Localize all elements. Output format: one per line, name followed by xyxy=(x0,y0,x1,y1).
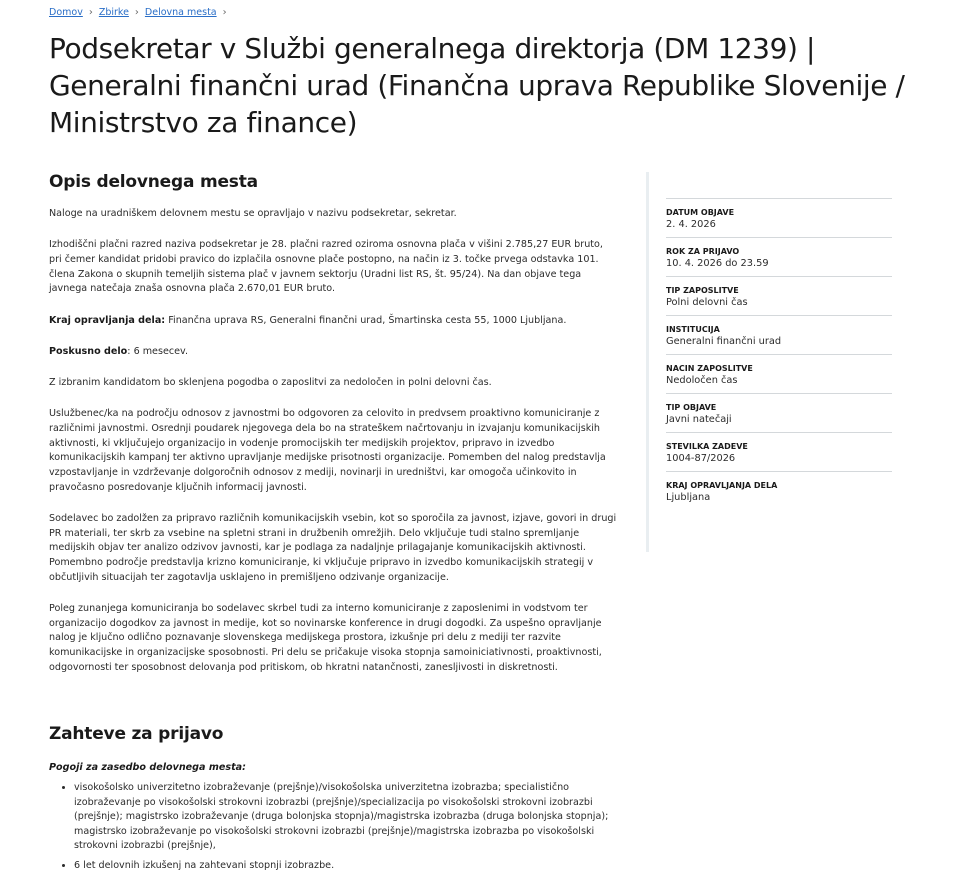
detail-work-location xyxy=(666,471,892,510)
job-description-section xyxy=(49,172,617,692)
description-paragraph: Uslužbenec/ka na področju odnosov z javnostmi bo odgovoren za celovito in predvsem proaktivno komuniciranje z različnimi javnostmi. Osrednji poudarek njegovega dela bo na strateškem načrtovanju in izvajanju komunikacijskih aktivnosti, ki vključujejo organizacijo in vodenje promocijskih ter medijskih projektov, pripravo in izvedbo komunikacijskih kampanj ter aktivno upravljanje medijske prisotnosti organizacije. Pomemben del nalog predstavlja vzpostavljanje in vzdrževanje dolgoročnih odnosov z mediji, novinarji in uredništvi, kar omogoča učinkovito in pravočasno posredovanje ključnih informacij javnosti. xyxy=(49,408,606,493)
detail-employment-type xyxy=(666,276,892,315)
detail-value: Javni natečaji xyxy=(666,414,732,425)
requirements-heading: Zahteve za prijavo xyxy=(49,724,224,744)
breadcrumb-link-domov[interactable]: Domov xyxy=(49,7,83,18)
breadcrumb-link-zbirke[interactable]: Zbirke xyxy=(98,7,129,18)
detail-label: STEVILKA ZADEVE xyxy=(666,442,748,451)
description-paragraph: Izhodiščni plačni razred naziva podsekretar je 28. plačni razred oziroma osnovna plača v višini 2.785,27 EUR bruto, pri čemer kandidat pridobi pravico do izplačila osnovne plače postopno, na način iz 3. točke prvega odstavka 101. člena Zakona o skupnih temeljih sistema plač v javnem sektorju (Uradni list RS, št. 95/24). Na dan objave tega javnega natečaja znaša osnovna plača 2.670,01 EUR bruto. xyxy=(49,239,603,295)
page-title: Podsekretar v Službi generalnega direktorja (DM 1239) | Generalni finančni urad (Finančna uprava Republike Slovenije / Ministrstvo za finance) xyxy=(49,32,905,139)
work-location-value: Finančna uprava RS, Generalni finančni urad, Šmartinska cesta 55, 1000 Ljubljana. xyxy=(165,314,567,326)
chevron-right-icon: › xyxy=(222,7,227,18)
detail-employment-mode xyxy=(666,354,892,393)
job-description-body xyxy=(49,207,617,675)
detail-case-number xyxy=(666,432,892,471)
chevron-right-icon: › xyxy=(134,7,139,18)
detail-label: KRAJ OPRAVLJANJA DELA xyxy=(666,481,778,490)
detail-value: Generalni finančni urad xyxy=(666,336,782,347)
requirements-section xyxy=(49,762,619,878)
requirements-list xyxy=(49,781,619,873)
description-paragraph: Sodelavec bo zadolžen za pripravo različnih komunikacijskih vsebin, kot so sporočila za javnost, izjave, govori in drugi PR materiali, ter skrb za vsebine na spletni strani in družbenih omrežjih. Delo vključuje tudi stalno spremljanje medijskih objav ter analizo odzivov javnosti, kar je podlaga za nadaljnje prilagajanje komunikacijskih aktivnosti. Pomembno področje predstavlja krizno komuniciranje, ki vključuje pripravo in izvedbo komunikacijskih strategij v občutljivih situacijah ter zagotavlja usklajeno in premišljeno odzivanje organizacije. xyxy=(49,512,617,583)
detail-value: 1004-87/2026 xyxy=(666,453,736,464)
detail-value: 2. 4. 2026 xyxy=(666,219,716,230)
list-item: • visokošolsko univerzitetno izobraževanje (prejšnje)/visokošolska univerzitetna izobrazba; specialistično izobraževanje po visokošolski strokovni izobrazbi (prejšnje)/specializacija po visokošolski strokovni izobrazbi (prejšnje); magistrsko izobraževanje (druga bolonjska stopnja)/magistrska izobrazba (druga bolonjska stopnja); magistrsko izobraževanje po visokošolski strokovni izobrazbi (prejšnje)/magistrska izobrazba po visokošolski strokovni izobrazbi (prejšnje), xyxy=(74,781,619,854)
detail-label: ROK ZA PRIJAVO xyxy=(666,247,740,256)
detail-label: TIP ZAPOSLITVE xyxy=(666,286,739,295)
description-paragraph: Naloge na uradniškem delovnem mestu se opravljajo v nazivu podsekretar, sekretar. xyxy=(49,208,457,219)
requirements-conditions-label: Pogoji za zasedbo delovnega mesta: xyxy=(49,762,246,773)
description-paragraph: Poleg zunanjega komuniciranja bo sodelavec skrbel tudi za interno komuniciranje z zaposlenimi in vodstvom ter organizacijo dogodkov za javnost in medije, kot so novinarske konference in drugi dogodki. Za uspešno opravljanje nalog je ključno odlično poznavanje slovenskega medijskega prostora, izkušnje pri delu z mediji ter razvite komunikacijske in organizacijske sposobnosti. Pri delu se pričakuje visoka stopnja samoiniciativnosti, proaktivnosti, odgovornosti ter sposobnost delovanja pod pritiskom, ob hkratni natančnosti, zanesljivosti in diskretnosti. xyxy=(49,602,602,673)
detail-label: NACIN ZAPOSLITVE xyxy=(666,364,753,373)
list-item: • 6 let delovnih izkušenj na zahtevani stopnji izobrazbe. xyxy=(74,859,619,874)
work-location-paragraph xyxy=(49,314,617,329)
job-description-heading: Opis delovnega mesta xyxy=(49,172,258,192)
detail-label: DATUM OBJAVE xyxy=(666,208,735,217)
detail-publication-type xyxy=(666,393,892,432)
job-details-sidebar xyxy=(646,172,892,552)
work-location-label: Kraj opravljanja dela: xyxy=(49,314,166,326)
detail-value: Ljubljana xyxy=(666,492,711,503)
description-paragraph: Z izbranim kandidatom bo sklenjena pogodba o zaposlitvi za nedoločen in polni delovni čas. xyxy=(49,376,492,388)
detail-label: TIP OBJAVE xyxy=(666,403,717,412)
breadcrumb-link-delovna-mesta[interactable]: Delovna mesta xyxy=(144,7,217,18)
probation-label: Poskusno delo xyxy=(49,345,128,357)
probation-value: : 6 mesecev. xyxy=(127,345,189,357)
detail-label: INSTITUCIJA xyxy=(666,325,720,334)
probation-paragraph xyxy=(49,345,617,360)
detail-value: Nedoločen čas xyxy=(666,375,738,386)
detail-publish-date xyxy=(666,198,892,237)
breadcrumb xyxy=(49,7,233,18)
detail-application-deadline xyxy=(666,237,892,276)
detail-value: Polni delovni čas xyxy=(666,297,748,308)
detail-value: 10. 4. 2026 do 23.59 xyxy=(666,258,769,269)
detail-institution xyxy=(666,315,892,354)
chevron-right-icon: › xyxy=(88,7,93,18)
